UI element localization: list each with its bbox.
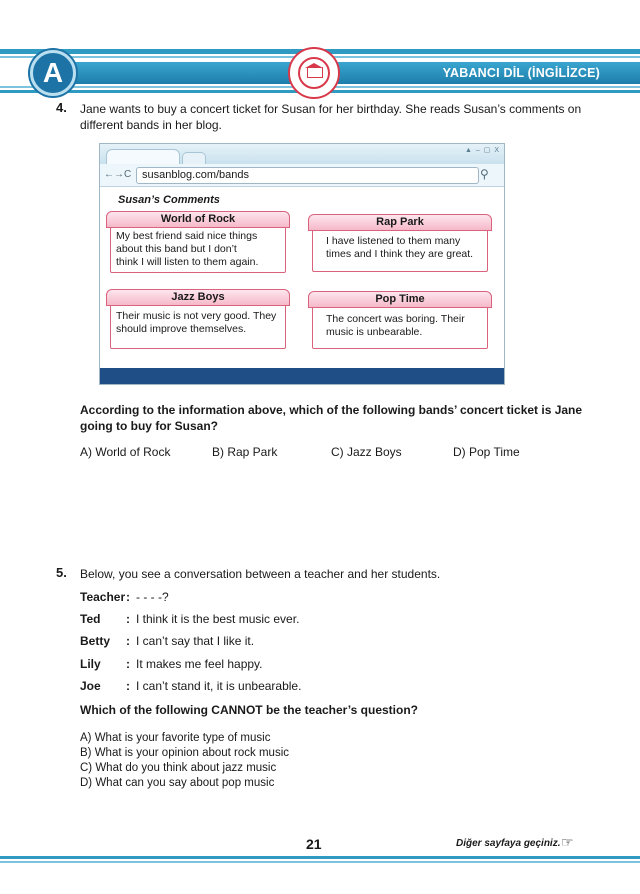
search-icon[interactable]: ⚲ — [480, 167, 489, 181]
question-4-number: 4. — [56, 100, 67, 115]
speaker-betty: Betty — [80, 634, 111, 648]
next-page-text: Diğer sayfaya geçiniz. — [456, 838, 561, 849]
dialogue-line: I think it is the best music ever. — [136, 612, 300, 626]
nav-arrows-icon[interactable]: ←→C — [104, 169, 132, 180]
browser-footer-bar — [100, 368, 504, 384]
comment-line: Their music is not very good. They — [116, 310, 277, 322]
question-4-prompt-line1: Jane wants to buy a concert ticket for Susan for her birthday. She reads Susan’s comments on — [80, 102, 582, 116]
ministry-seal-icon — [288, 47, 340, 99]
speaker-separator: : — [126, 657, 130, 671]
address-bar[interactable]: susanblog.com/bands — [136, 167, 479, 184]
q4-option-a[interactable]: A) World of Rock — [80, 445, 171, 459]
question-4-prompt-line2: different bands in her blog. — [80, 118, 222, 132]
comment-line: should improve themselves. — [116, 323, 247, 335]
comments-section-title: Susan’s Comments — [118, 194, 220, 206]
comment-line: music is unbearable. — [326, 326, 423, 338]
speaker-separator: : — [126, 679, 130, 693]
q5-option-d[interactable]: D) What can you say about pop music — [80, 777, 275, 789]
speaker-separator: : — [126, 612, 130, 626]
comment-card-title: Pop Time — [308, 291, 492, 308]
speaker-separator: : — [126, 634, 130, 648]
page-number: 21 — [306, 836, 322, 852]
footer-stripe-thin — [0, 861, 640, 863]
window-controls-icon[interactable]: ▲ – ▢ X — [465, 147, 500, 154]
q5-option-c[interactable]: C) What do you think about jazz music — [80, 762, 277, 774]
speaker-lily: Lily — [80, 657, 101, 671]
browser-tab-active[interactable] — [106, 149, 180, 165]
subject-title: YABANCI DİL (İNGİLİZCE) — [442, 66, 600, 80]
footer-stripe — [0, 856, 640, 859]
question-4-text-line2: going to buy for Susan? — [80, 419, 218, 433]
comment-line: The concert was boring. Their — [326, 313, 465, 325]
badge-letter: A — [42, 57, 64, 88]
q5-option-a[interactable]: A) What is your favorite type of music — [80, 732, 271, 744]
speaker-separator: : — [126, 590, 130, 604]
speaker-teacher: Teacher — [80, 590, 126, 604]
dialogue-line: I can’t say that I like it. — [136, 634, 255, 648]
comment-card-title: World of Rock — [106, 211, 290, 228]
q4-option-d[interactable]: D) Pop Time — [453, 445, 520, 459]
speaker-ted: Ted — [80, 612, 101, 626]
speaker-joe: Joe — [80, 679, 101, 693]
dialogue-line: I can’t stand it, it is unbearable. — [136, 679, 302, 693]
question-5-prompt: Below, you see a conversation between a teacher and her students. — [80, 567, 441, 581]
comment-line: about this band but I don’t — [116, 243, 237, 255]
comment-line: My best friend said nice things — [116, 230, 258, 242]
booklet-badge — [30, 50, 76, 96]
comment-card-title: Rap Park — [308, 214, 492, 231]
q4-option-c[interactable]: C) Jazz Boys — [331, 445, 402, 459]
question-5-number: 5. — [56, 565, 67, 580]
q5-option-b[interactable]: B) What is your opinion about rock music — [80, 747, 290, 759]
question-5-text: Which of the following CANNOT be the teacher’s question? — [80, 703, 419, 717]
comment-line: I have listened to them many — [326, 235, 461, 247]
pointing-hand-icon: ☞ — [561, 834, 574, 850]
q4-option-b[interactable]: B) Rap Park — [212, 445, 278, 459]
browser-window — [99, 143, 505, 385]
question-4-text-line1: According to the information above, which of the following bands’ concert ticket is Jane — [80, 403, 583, 417]
comment-line: think I will listen to them again. — [116, 256, 259, 268]
dialogue-line: It makes me feel happy. — [136, 657, 263, 671]
comment-card-title: Jazz Boys — [106, 289, 290, 306]
dialogue-line: - - - -? — [136, 590, 169, 604]
comment-line: times and I think they are great. — [326, 248, 474, 260]
